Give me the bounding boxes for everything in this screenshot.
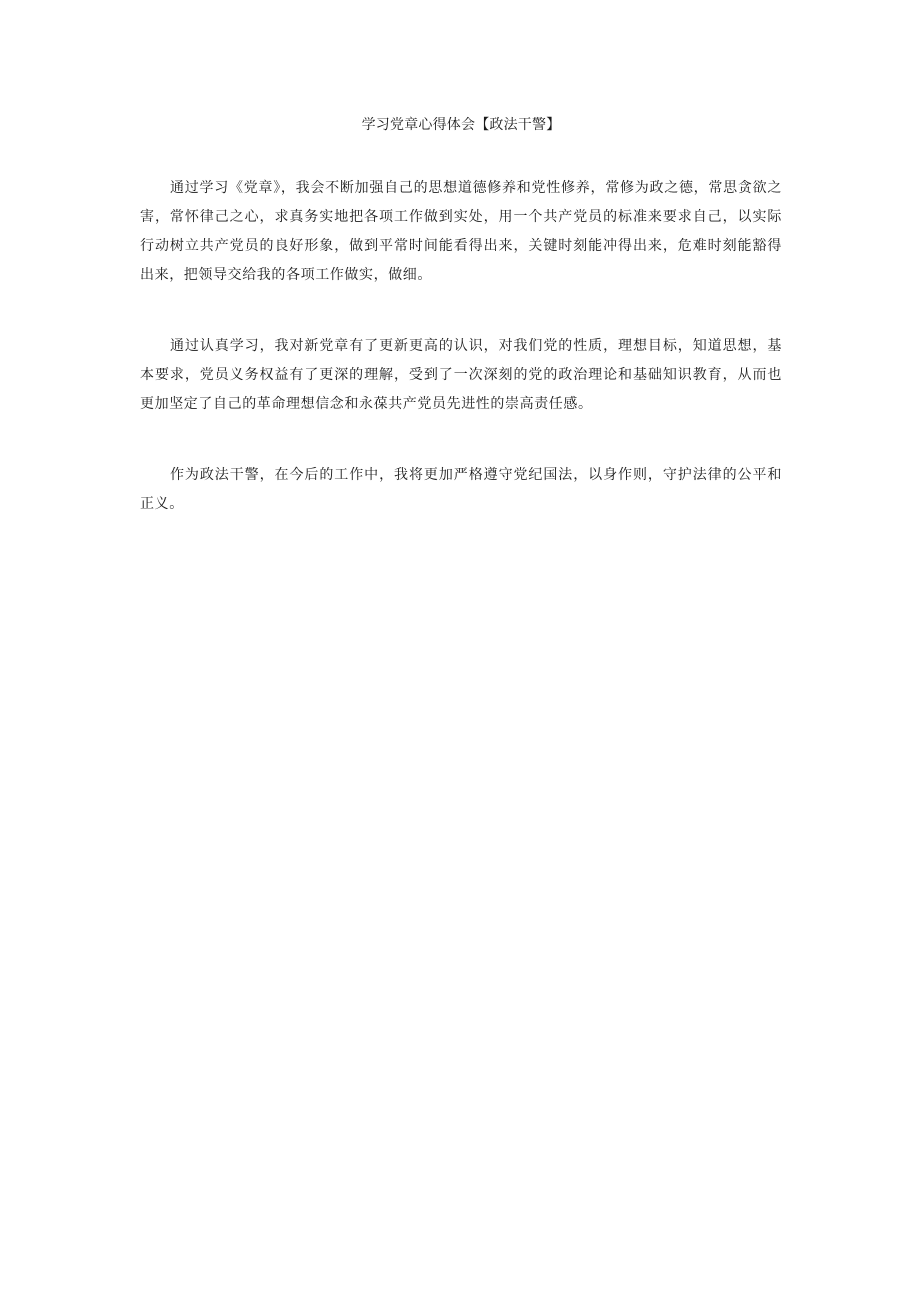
- paragraph-3: 作为政法干警，在今后的工作中，我将更加严格遵守党纪国法，以身作则，守护法律的公平和正义。: [140, 467, 782, 512]
- document-title: 学习党章心得体会【政法干警】: [361, 117, 561, 133]
- paragraph-1: 通过学习《党章》，我会不断加强自己的思想道德修养和党性修养，常修为政之德，常思贪欲之害，常怀律己之心，求真务实地把各项工作做到实处，用一个共产党员的标准来要求自己，以实际行动树立共产党员的良好形象，做到平常时间能看得出来，关键时刻能冲得出来，危难时刻能豁得出来，把领导交给我的各项工作做实，做细。: [140, 180, 782, 283]
- paragraph-2: 通过认真学习，我对新党章有了更新更高的认识，对我们党的性质，理想目标，知道思想，基本要求，党员义务权益有了更深的理解，受到了一次深刻的党的政治理论和基础知识教育，从而也更加坚定了自己的革命理想信念和永葆共产党员先进性的崇高责任感。: [140, 338, 782, 412]
- document-body: [140, 112, 782, 519]
